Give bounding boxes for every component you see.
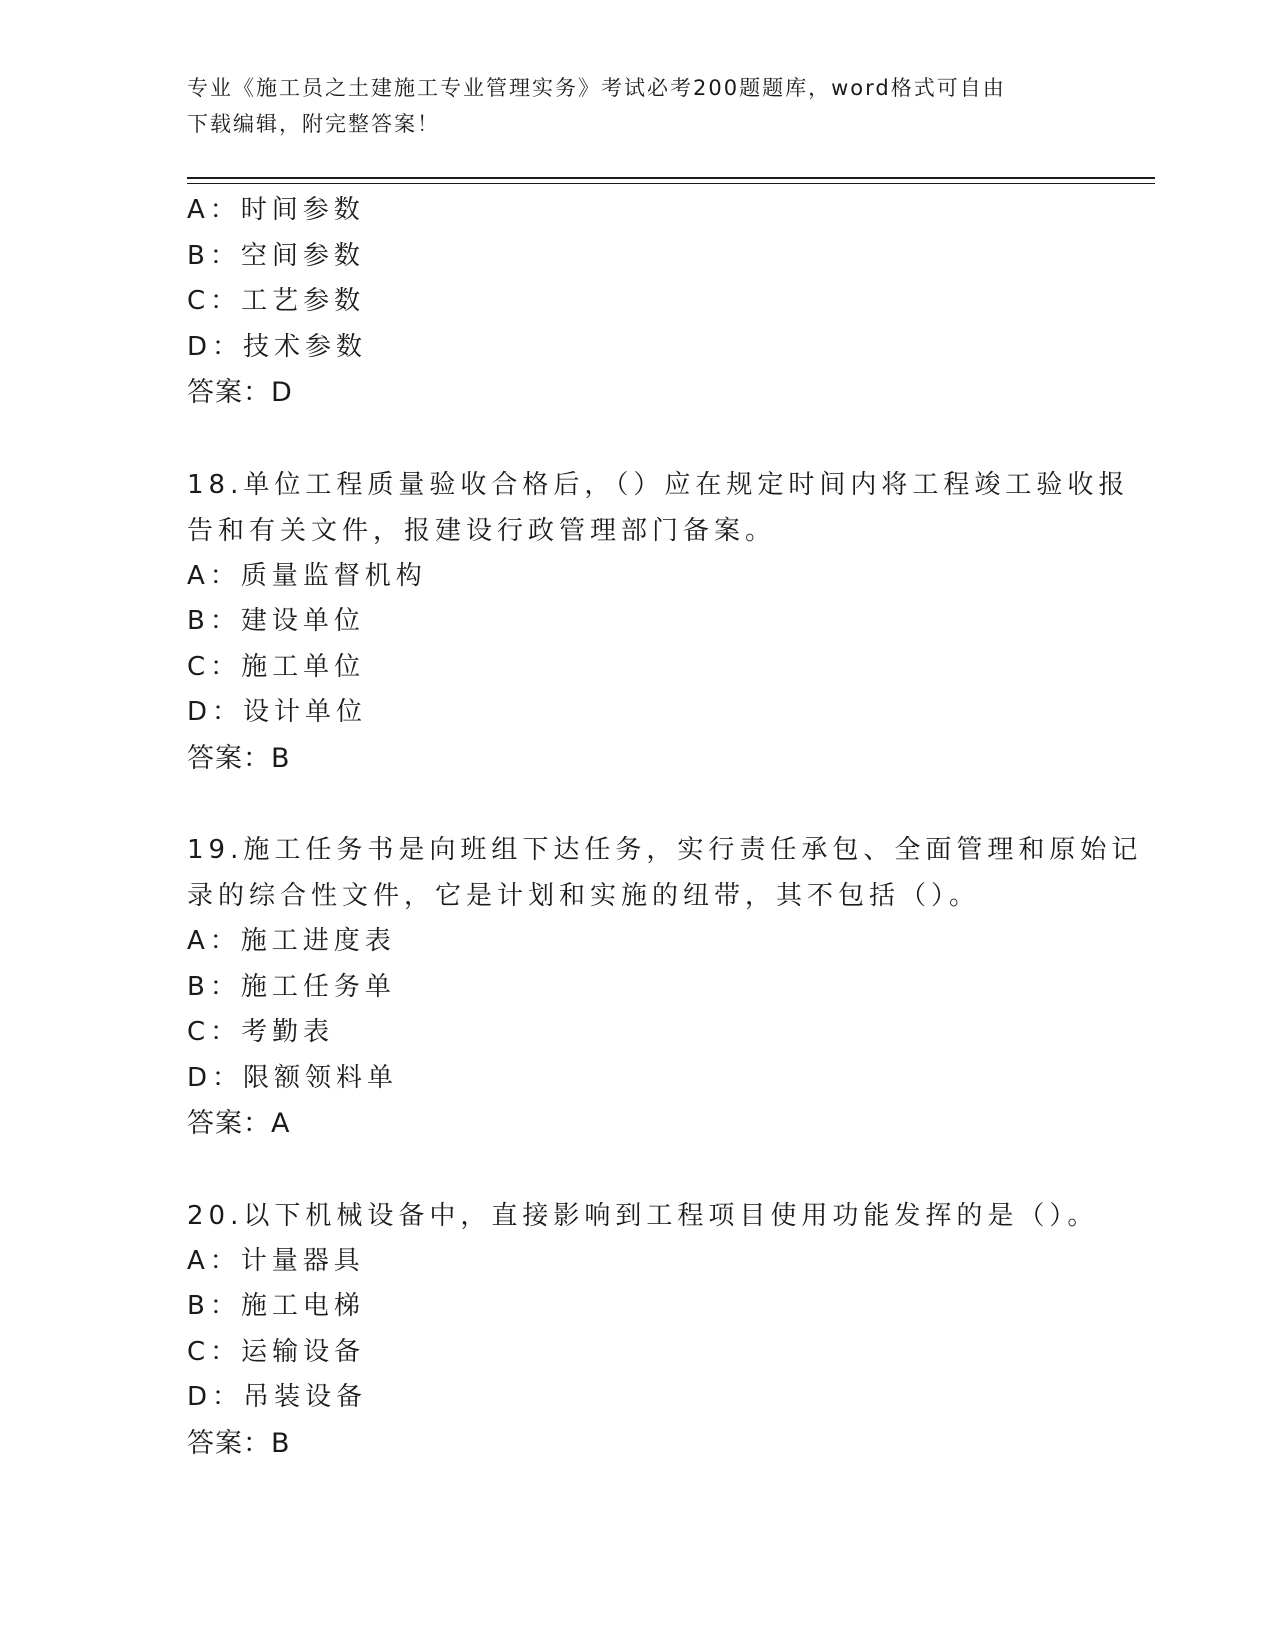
question-text-line: 19.施工任务书是向班组下达任务，实行责任承包、全面管理和原始记 — [187, 835, 1143, 865]
question-content — [187, 188, 1143, 1466]
header-line-1: 专业《施工员之土建施工专业管理实务》考试必考200题题库，word格式可自由 — [187, 76, 1006, 100]
option-b: B：建设单位 — [187, 606, 365, 636]
option-a: A：质量监督机构 — [187, 560, 427, 591]
option-c: C：运输设备 — [187, 1336, 366, 1367]
question-text-line: 告和有关文件，报建设行政管理部门备案。 — [187, 515, 777, 546]
option-b: B：施工电梯 — [187, 1291, 365, 1321]
option-c: C：考勤表 — [187, 1017, 335, 1047]
option-d: D：限额领料单 — [187, 1062, 399, 1093]
option-b: B：施工任务单 — [187, 971, 396, 1002]
question-text-line: 20.以下机械设备中，直接影响到工程项目使用功能发挥的是（）。 — [187, 1200, 1099, 1231]
header-line-2: 下载编辑，附完整答案！ — [187, 112, 440, 136]
option-d: D：技术参数 — [187, 331, 368, 362]
header-divider-thick — [187, 177, 1155, 179]
option-b: B：空间参数 — [187, 240, 365, 271]
page-header — [187, 70, 1077, 142]
option-a: A：施工进度表 — [187, 926, 396, 956]
option-a: A：计量器具 — [187, 1245, 365, 1276]
answer: 答案：B — [187, 742, 291, 774]
question-block-19 — [187, 827, 1143, 1147]
option-c: C：施工单位 — [187, 651, 366, 682]
option-d: D：吊装设备 — [187, 1382, 368, 1412]
option-a: A：时间参数 — [187, 195, 365, 225]
answer: 答案：B — [187, 1427, 291, 1459]
answer: 答案：A — [187, 1108, 291, 1139]
question-block-18 — [187, 462, 1130, 782]
question-text-line: 18.单位工程质量验收合格后，（）应在规定时间内将工程竣工验收报 — [187, 469, 1130, 500]
question-block-17 — [187, 188, 1087, 416]
header-divider-thin — [187, 183, 1155, 184]
option-c: C：工艺参数 — [187, 286, 366, 316]
question-text-line: 录的综合性文件，它是计划和实施的纽带，其不包括（）。 — [187, 881, 981, 911]
question-block-20 — [187, 1193, 1099, 1467]
answer: 答案：D — [187, 377, 293, 408]
option-d: D：设计单位 — [187, 697, 368, 727]
